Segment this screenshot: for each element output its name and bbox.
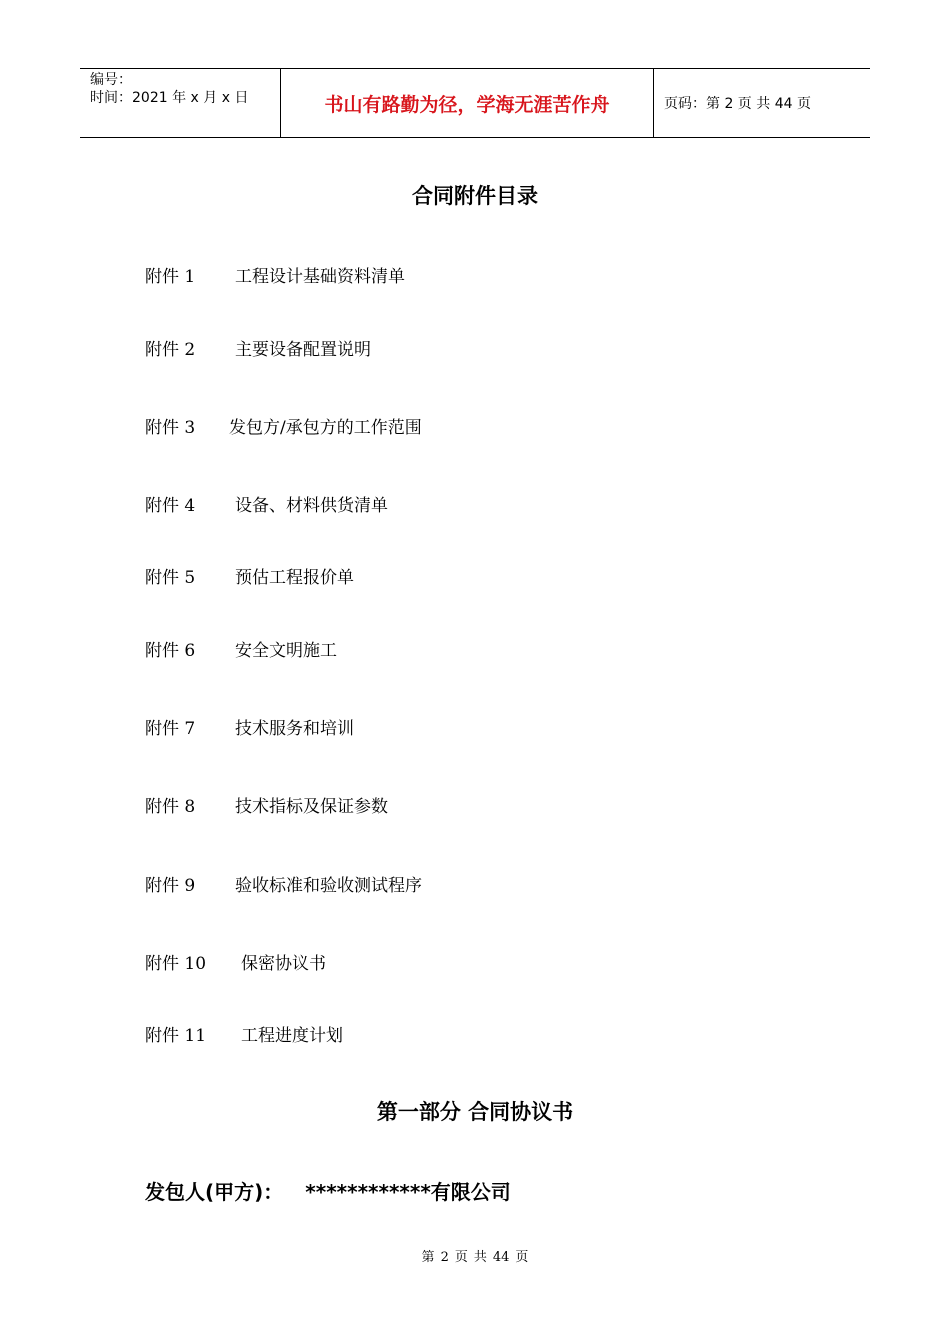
list-item bbox=[145, 636, 337, 661]
list-item bbox=[145, 563, 354, 588]
attachment-number: 附件 1 bbox=[145, 267, 196, 287]
list-item bbox=[145, 871, 422, 896]
attachment-name: 安全文明施工 bbox=[235, 641, 337, 661]
attachment-name: 设备、材料供货清单 bbox=[235, 496, 388, 516]
section-title: 第一部分 合同协议书 bbox=[376, 1100, 574, 1124]
header-motto: 书山有路勤为径，学海无涯苦作舟 bbox=[281, 69, 654, 137]
attachment-number: 附件 8 bbox=[145, 797, 196, 817]
list-item bbox=[145, 714, 354, 739]
list-item bbox=[145, 491, 388, 516]
attachment-name: 工程进度计划 bbox=[241, 1026, 343, 1046]
attachment-name: 预估工程报价单 bbox=[235, 568, 354, 588]
footer-page-number: 2 bbox=[440, 1250, 449, 1265]
list-item bbox=[145, 1021, 343, 1046]
list-item bbox=[145, 792, 388, 817]
header-meta bbox=[80, 69, 281, 137]
attachment-number: 附件 5 bbox=[145, 568, 196, 588]
page-header bbox=[80, 68, 870, 138]
attachment-number: 附件 4 bbox=[145, 496, 196, 516]
list-item bbox=[145, 413, 422, 438]
list-item bbox=[145, 949, 326, 974]
footer-ye: 页 bbox=[454, 1250, 468, 1265]
attachment-name: 技术服务和培训 bbox=[235, 719, 354, 739]
attachment-name: 技术指标及保证参数 bbox=[235, 797, 388, 817]
attachment-number: 附件 6 bbox=[145, 641, 196, 661]
attachment-number: 附件 10 bbox=[145, 954, 207, 974]
attachment-number: 附件 2 bbox=[145, 340, 196, 360]
attachment-number: 附件 11 bbox=[145, 1026, 207, 1046]
attachment-name: 发包方/承包方的工作范围 bbox=[229, 418, 422, 438]
header-page-info: 页码：第 2 页 共 44 页 bbox=[664, 96, 811, 112]
footer-total-pages: 44 bbox=[492, 1250, 510, 1265]
attachment-name: 保密协议书 bbox=[241, 954, 326, 974]
attachment-number: 附件 9 bbox=[145, 876, 196, 896]
attachment-number: 附件 7 bbox=[145, 719, 196, 739]
employer-label: 发包人(甲方)： bbox=[145, 1180, 284, 1204]
list-item bbox=[145, 335, 371, 360]
document-date: 时间：2021 年 x 月 x 日 bbox=[90, 90, 249, 106]
attachment-number: 附件 3 bbox=[145, 418, 196, 438]
attachment-name: 主要设备配置说明 bbox=[235, 340, 371, 360]
employer-line bbox=[145, 1176, 511, 1205]
attachment-name: 验收标准和验收测试程序 bbox=[235, 876, 422, 896]
list-item bbox=[145, 262, 405, 287]
footer-gong: 共 bbox=[473, 1250, 487, 1265]
page-title: 合同附件目录 bbox=[412, 184, 538, 208]
employer-name: ************有限公司 bbox=[305, 1180, 511, 1204]
attachment-name: 工程设计基础资料清单 bbox=[235, 267, 405, 287]
document-number-label: 编号： bbox=[90, 72, 132, 88]
page-footer bbox=[0, 1246, 950, 1265]
footer-ye2: 页 bbox=[515, 1250, 529, 1265]
footer-di: 第 bbox=[421, 1250, 435, 1265]
